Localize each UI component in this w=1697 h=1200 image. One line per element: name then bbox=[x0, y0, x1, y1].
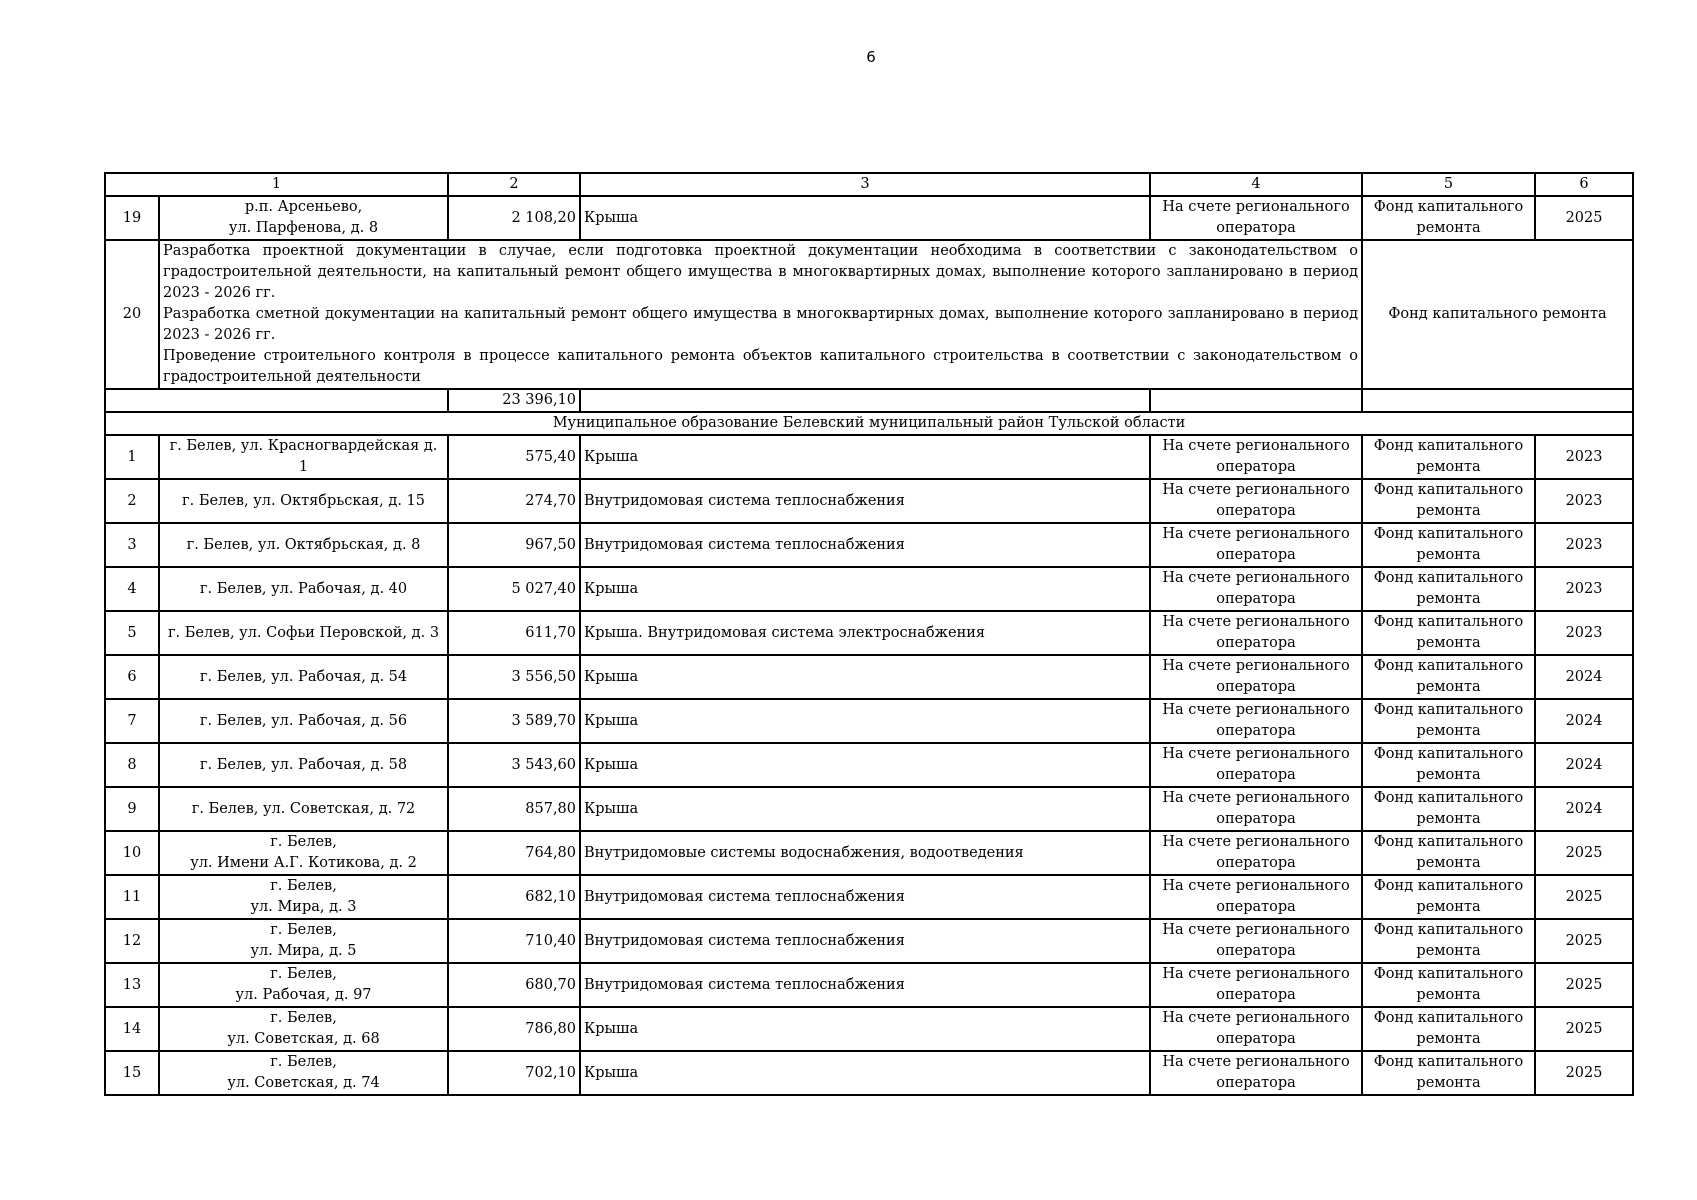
year-cell: 2024 bbox=[1535, 743, 1633, 787]
work-cell: Крыша bbox=[580, 1051, 1150, 1095]
area-cell: 682,10 bbox=[448, 875, 580, 919]
design-docs-cell bbox=[159, 240, 1362, 389]
source-cell: Фонд капитального ремонта bbox=[1362, 919, 1535, 963]
address-cell bbox=[159, 963, 448, 1007]
source-cell: Фонд капитального ремонта bbox=[1362, 435, 1535, 479]
work-cell: Внутридомовые системы водоснабжения, водоотведения bbox=[580, 831, 1150, 875]
work-cell: Внутридомовая система теплоснабжения bbox=[580, 875, 1150, 919]
source-cell: Фонд капитального ремонта bbox=[1362, 699, 1535, 743]
source-cell: Фонд капитального ремонта bbox=[1362, 611, 1535, 655]
table-row bbox=[105, 1007, 1633, 1051]
area-cell: 5 027,40 bbox=[448, 567, 580, 611]
total-empty-cell bbox=[580, 389, 1150, 412]
section-row bbox=[105, 412, 1633, 435]
row-number: 13 bbox=[105, 963, 159, 1007]
work-cell: Внутридомовая система теплоснабжения bbox=[580, 919, 1150, 963]
total-empty-cell bbox=[1150, 389, 1362, 412]
header-col-5: 5 bbox=[1362, 173, 1535, 196]
table-row bbox=[105, 875, 1633, 919]
total-empty-cell bbox=[105, 389, 448, 412]
year-cell: 2025 bbox=[1535, 1051, 1633, 1095]
year-cell: 2025 bbox=[1535, 919, 1633, 963]
table-row bbox=[105, 919, 1633, 963]
address-line: г. Белев, bbox=[270, 922, 337, 938]
address-line: р.п. Арсеньево, bbox=[244, 199, 363, 215]
row-number: 14 bbox=[105, 1007, 159, 1051]
account-cell: На счете регионального оператора bbox=[1150, 435, 1362, 479]
address-cell bbox=[159, 831, 448, 875]
address-line: ул. Имени А.Г. Котикова, д. 2 bbox=[190, 855, 417, 871]
address-line: г. Белев, ул. Рабочая, д. 40 bbox=[199, 580, 408, 597]
row-number: 19 bbox=[105, 196, 159, 240]
account-cell: На счете регионального оператора bbox=[1150, 875, 1362, 919]
table-row bbox=[105, 611, 1633, 655]
row-number: 5 bbox=[105, 611, 159, 655]
year-cell: 2025 bbox=[1535, 1007, 1633, 1051]
table-row bbox=[105, 523, 1633, 567]
address-cell bbox=[159, 1007, 448, 1051]
address-line: г. Белев, bbox=[270, 1054, 337, 1070]
source-cell: Фонд капитального ремонта bbox=[1362, 567, 1535, 611]
total-empty-cell bbox=[1362, 389, 1633, 412]
table-row bbox=[105, 743, 1633, 787]
header-col-3: 3 bbox=[580, 173, 1150, 196]
address-line: г. Белев, ул. Октябрьская, д. 15 bbox=[182, 492, 426, 509]
area-cell: 857,80 bbox=[448, 787, 580, 831]
table-row bbox=[105, 479, 1633, 523]
address-line: ул. Рабочая, д. 97 bbox=[235, 987, 372, 1003]
year-cell: 2025 bbox=[1535, 831, 1633, 875]
area-cell: 710,40 bbox=[448, 919, 580, 963]
table-row bbox=[105, 963, 1633, 1007]
year-cell: 2025 bbox=[1535, 875, 1633, 919]
area-cell: 786,80 bbox=[448, 1007, 580, 1051]
area-cell: 764,80 bbox=[448, 831, 580, 875]
table-row bbox=[105, 831, 1633, 875]
source-cell: Фонд капитального ремонта bbox=[1362, 963, 1535, 1007]
address-line: г. Белев, ул. Октябрьская, д. 8 bbox=[186, 536, 421, 553]
work-cell: Внутридомовая система теплоснабжения bbox=[580, 479, 1150, 523]
header-row bbox=[105, 173, 1633, 196]
area-cell: 3 556,50 bbox=[448, 655, 580, 699]
row-number: 9 bbox=[105, 787, 159, 831]
header-col-1: 1 bbox=[105, 173, 448, 196]
source-cell: Фонд капитального ремонта bbox=[1362, 743, 1535, 787]
row-number: 20 bbox=[105, 240, 159, 389]
work-cell: Крыша bbox=[580, 787, 1150, 831]
section-title: Муниципальное образование Белевский муниципальный район Тульской области bbox=[105, 412, 1633, 435]
source-cell: Фонд капитального ремонта bbox=[1362, 1007, 1535, 1051]
area-cell: 611,70 bbox=[448, 611, 580, 655]
year-cell: 2023 bbox=[1535, 567, 1633, 611]
account-cell: На счете регионального оператора bbox=[1150, 1051, 1362, 1095]
address-cell bbox=[159, 435, 448, 479]
work-cell: Крыша bbox=[580, 743, 1150, 787]
header-col-6: 6 bbox=[1535, 173, 1633, 196]
source-cell: Фонд капитального ремонта bbox=[1362, 1051, 1535, 1095]
estimate-docs-paragraph: Разработка сметной документации на капитальный ремонт общего имущества в многоквартирных домах, выполнение которого запланировано в период 2023 - 2026 гг. bbox=[163, 306, 1359, 343]
address-cell bbox=[159, 787, 448, 831]
row-number: 8 bbox=[105, 743, 159, 787]
address-cell bbox=[159, 1051, 448, 1095]
capital-repair-table bbox=[104, 172, 1634, 1096]
year-cell: 2024 bbox=[1535, 787, 1633, 831]
address-cell bbox=[159, 611, 448, 655]
account-cell: На счете регионального оператора bbox=[1150, 1007, 1362, 1051]
year-cell: 2025 bbox=[1535, 196, 1633, 240]
address-cell bbox=[159, 875, 448, 919]
account-cell: На счете регионального оператора bbox=[1150, 787, 1362, 831]
page-number: 6 bbox=[866, 48, 876, 66]
row-number: 1 bbox=[105, 435, 159, 479]
area-cell: 274,70 bbox=[448, 479, 580, 523]
row-number: 2 bbox=[105, 479, 159, 523]
year-cell: 2025 bbox=[1535, 963, 1633, 1007]
row-number: 11 bbox=[105, 875, 159, 919]
table-row bbox=[105, 655, 1633, 699]
address-line: г. Белев, bbox=[270, 878, 337, 894]
account-cell: На счете регионального оператора bbox=[1150, 611, 1362, 655]
area-cell: 3 589,70 bbox=[448, 699, 580, 743]
work-cell: Крыша bbox=[580, 1007, 1150, 1051]
row-number: 12 bbox=[105, 919, 159, 963]
work-cell: Внутридомовая система теплоснабжения bbox=[580, 963, 1150, 1007]
year-cell: 2023 bbox=[1535, 611, 1633, 655]
address-line: г. Белев, ул. Рабочая, д. 54 bbox=[199, 668, 408, 685]
address-line: г. Белев, ул. Рабочая, д. 56 bbox=[199, 712, 408, 729]
year-cell: 2023 bbox=[1535, 435, 1633, 479]
year-cell: 2023 bbox=[1535, 479, 1633, 523]
address-line: ул. Мира, д. 5 bbox=[250, 943, 357, 959]
address-cell bbox=[159, 567, 448, 611]
source-cell: Фонд капитального ремонта bbox=[1362, 875, 1535, 919]
row-number: 6 bbox=[105, 655, 159, 699]
row-number: 3 bbox=[105, 523, 159, 567]
address-line: г. Белев, bbox=[270, 1010, 337, 1026]
year-cell: 2024 bbox=[1535, 655, 1633, 699]
address-line: г. Белев, ул. Софьи Перовской, д. 3 bbox=[167, 624, 440, 641]
address-cell bbox=[159, 479, 448, 523]
row-number: 7 bbox=[105, 699, 159, 743]
total-row bbox=[105, 389, 1633, 412]
address-line: ул. Парфенова, д. 8 bbox=[228, 220, 379, 236]
source-cell: Фонд капитального ремонта bbox=[1362, 787, 1535, 831]
area-cell: 3 543,60 bbox=[448, 743, 580, 787]
source-cell: Фонд капитального ремонта bbox=[1362, 479, 1535, 523]
belev-rows bbox=[105, 435, 1633, 1095]
work-cell: Крыша bbox=[580, 699, 1150, 743]
year-cell: 2024 bbox=[1535, 699, 1633, 743]
design-docs-paragraph: Разработка проектной документации в случае, если подготовка проектной документации необходима в соответствии с законодательством о градостроительной деятельности, на капитальный ремонт общего имущества в многоквартирных домах, выполнение которого запланировано в период 2023 - 2026 гг. bbox=[163, 243, 1359, 301]
header-col-4: 4 bbox=[1150, 173, 1362, 196]
address-cell bbox=[159, 655, 448, 699]
table-row bbox=[105, 787, 1633, 831]
work-cell: Крыша bbox=[580, 567, 1150, 611]
address-line: ул. Советская, д. 74 bbox=[227, 1075, 380, 1091]
account-cell: На счете регионального оператора bbox=[1150, 523, 1362, 567]
construction-control-paragraph: Проведение строительного контроля в процессе капитального ремонта объектов капитального строительства в соответствии с законодательством о градостроительной деятельности bbox=[163, 348, 1359, 385]
address-cell bbox=[159, 743, 448, 787]
address-cell bbox=[159, 699, 448, 743]
total-area-cell: 23 396,10 bbox=[448, 389, 580, 412]
source-cell: Фонд капитального ремонта bbox=[1362, 240, 1633, 389]
address-line: г. Белев, bbox=[270, 834, 337, 850]
account-cell: На счете регионального оператора bbox=[1150, 479, 1362, 523]
table-row-design-docs bbox=[105, 240, 1633, 389]
area-cell: 575,40 bbox=[448, 435, 580, 479]
header-col-2: 2 bbox=[448, 173, 580, 196]
address-cell bbox=[159, 919, 448, 963]
address-cell bbox=[159, 196, 448, 240]
year-cell: 2023 bbox=[1535, 523, 1633, 567]
table-row bbox=[105, 699, 1633, 743]
address-line: г. Белев, ул. Рабочая, д. 58 bbox=[199, 756, 408, 773]
work-cell: Крыша bbox=[580, 655, 1150, 699]
address-line: г. Белев, ул. Красногвардейская д. 1 bbox=[169, 438, 438, 475]
account-cell: На счете регионального оператора bbox=[1150, 831, 1362, 875]
source-cell: Фонд капитального ремонта bbox=[1362, 196, 1535, 240]
source-cell: Фонд капитального ремонта bbox=[1362, 655, 1535, 699]
work-cell: Крыша. Внутридомовая система электроснабжения bbox=[580, 611, 1150, 655]
account-cell: На счете регионального оператора bbox=[1150, 196, 1362, 240]
account-cell: На счете регионального оператора bbox=[1150, 655, 1362, 699]
source-cell: Фонд капитального ремонта bbox=[1362, 523, 1535, 567]
row-number: 4 bbox=[105, 567, 159, 611]
work-cell: Крыша bbox=[580, 435, 1150, 479]
area-cell: 2 108,20 bbox=[448, 196, 580, 240]
row-number: 15 bbox=[105, 1051, 159, 1095]
account-cell: На счете регионального оператора bbox=[1150, 919, 1362, 963]
table-row bbox=[105, 435, 1633, 479]
table-row bbox=[105, 567, 1633, 611]
area-cell: 680,70 bbox=[448, 963, 580, 1007]
address-line: ул. Мира, д. 3 bbox=[250, 899, 357, 915]
area-cell: 702,10 bbox=[448, 1051, 580, 1095]
area-cell: 967,50 bbox=[448, 523, 580, 567]
address-line: г. Белев, ул. Советская, д. 72 bbox=[191, 800, 416, 817]
row-number: 10 bbox=[105, 831, 159, 875]
account-cell: На счете регионального оператора bbox=[1150, 963, 1362, 1007]
account-cell: На счете регионального оператора bbox=[1150, 699, 1362, 743]
account-cell: На счете регионального оператора bbox=[1150, 743, 1362, 787]
address-line: ул. Советская, д. 68 bbox=[227, 1031, 380, 1047]
address-line: г. Белев, bbox=[270, 966, 337, 982]
account-cell: На счете регионального оператора bbox=[1150, 567, 1362, 611]
table-row bbox=[105, 1051, 1633, 1095]
work-cell: Крыша bbox=[580, 196, 1150, 240]
table-row bbox=[105, 196, 1633, 240]
address-cell bbox=[159, 523, 448, 567]
source-cell: Фонд капитального ремонта bbox=[1362, 831, 1535, 875]
work-cell: Внутридомовая система теплоснабжения bbox=[580, 523, 1150, 567]
